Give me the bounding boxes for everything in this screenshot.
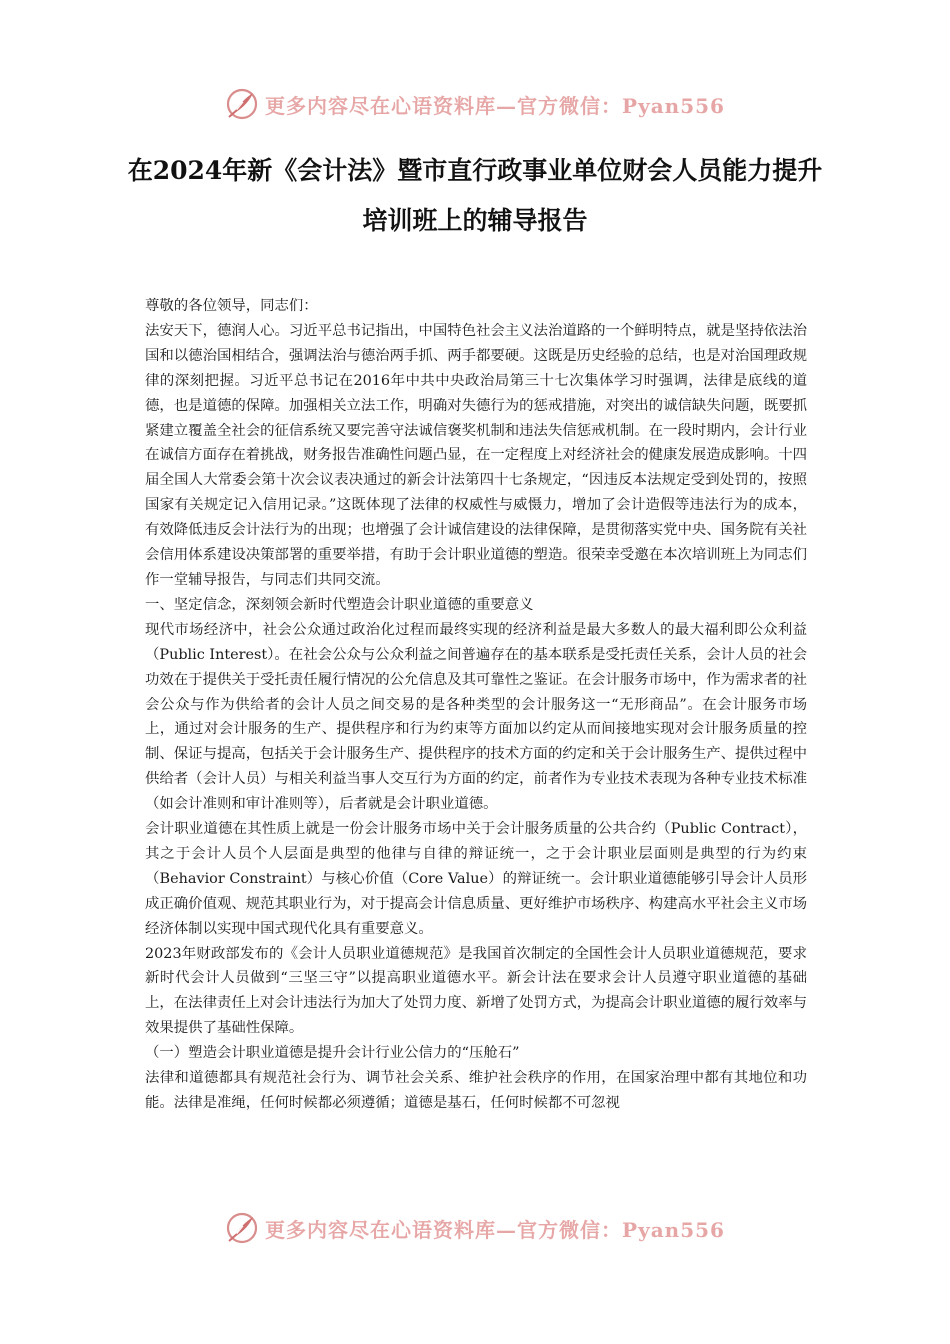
section-heading: 一、坚定信念，深刻领会新时代塑造会计职业道德的重要意义 bbox=[145, 596, 534, 613]
feather-pen-logo-icon bbox=[225, 1211, 259, 1245]
watermark-text: 更多内容尽在心语资料库—官方微信：Pyan556 bbox=[265, 1217, 725, 1242]
body-paragraph: 现代市场经济中，社会公众通过政治化过程而最终实现的经济利益是最大多数人的最大福利即公众利益（Public Interest）。在社会公众与公众利益之间普遍存在的基本联系是受托责任关系，会计人员的社会功效在于提供关于受托责任履行情况的公允信息及其可靠性之鉴证。在会计服务市场中，作为需求者的社会公众与作为供给者的会计人员之间交易的是各种类型的会计服务这一“无形商品”。在会计服务市场上，通过对会计服务的生产、提供程序和行为约束等方面加以约定从而间接地实现对会计服务质量的控制、保证与提高，包括关于会计服务生产、提供程序的技术方面的约定和关于会计服务生产、提供过程中供给者（会计人员）与相关利益当事人交互行为方面的约定，前者作为专业技术表现为各种专业技术标准（如会计准则和审计准则等），后者就是会计职业道德。 bbox=[145, 621, 807, 813]
body-paragraph: 会计职业道德在其性质上就是一份会计服务市场中关于会计服务质量的公共合约（Public Contract），其之于会计人员个人层面是典型的他律与自律的辩证统一，之于会计职业层面则是典型的行为约束（Behavior Constraint）与核心价值（Core Value）的辩证统一。会计职业道德能够引导会计人员形成正确价值观、规范其职业行为，对于提高会计信息质量、更好维护市场秩序、构建高水平社会主义市场经济体制以实现中国式现代化具有重要意义。 bbox=[145, 821, 807, 937]
feather-pen-logo-icon bbox=[225, 87, 259, 121]
body-paragraph: 法律和道德都具有规范社会行为、调节社会关系、维护社会秩序的作用，在国家治理中都有其地位和功能。法律是准绳，任何时候都必须遵循；道德是基石，任何时候都不可忽视 bbox=[145, 1070, 807, 1111]
body-paragraph: 法安天下，德润人心。习近平总书记指出，中国特色社会主义法治道路的一个鲜明特点，就是坚持依法治国和以德治国相结合，强调法治与德治两手抓、两手都要硬。这既是历史经验的总结，也是对治国理政规律的深刻把握。习近平总书记在2016年中共中央政治局第三十七次集体学习时强调，法律是底线的道德，也是道德的保障。加强相关立法工作，明确对失德行为的惩戒措施，对突出的诚信缺失问题，既要抓紧建立覆盖全社会的征信系统又要完善守法诚信褒奖机制和违法失信惩戒机制。在一段时期内，会计行业在诚信方面存在着挑战，财务报告准确性问题凸显，在一定程度上对经济社会的健康发展造成影响。十四届全国人大常委会第十次会议表决通过的新会计法第四十七条规定，“因违反本法规定受到处罚的，按照国家有关规定记入信用记录。”这既体现了法律的权威性与威慑力，增加了会计造假等违法行为的成本，有效降低违反会计法行为的出现；也增强了会计诚信建设的法律保障，是贯彻落实党中央、国务院有关社会信用体系建设决策部署的重要举措，有助于会计职业道德的塑造。很荣幸受邀在本次培训班上为同志们作一堂辅导报告，与同志们共同交流。 bbox=[145, 322, 807, 588]
salutation: 尊敬的各位领导，同志们： bbox=[145, 298, 318, 314]
document-body bbox=[145, 294, 807, 1116]
subsection-heading: （一）塑造会计职业道德是提升会计行业公信力的“压舱石” bbox=[145, 1045, 520, 1062]
watermark-text: 更多内容尽在心语资料库—官方微信：Pyan556 bbox=[265, 93, 725, 118]
watermark-banner-bottom bbox=[0, 1208, 950, 1248]
document-title: 在2024年新《会计法》暨市直行政事业单位财会人员能力提升培训班上的辅导报告 bbox=[127, 156, 823, 235]
watermark-banner-top bbox=[0, 84, 950, 124]
body-paragraph: 2023年财政部发布的《会计人员职业道德规范》是我国首次制定的全国性会计人员职业道德规范，要求新时代会计人员做到“三坚三守”以提高职业道德水平。新会计法在要求会计人员遵守职业道德的基础上，在法律责任上对会计违法行为加大了处罚力度、新增了处罚方式，为提高会计职业道德的履行效率与效果提供了基础性保障。 bbox=[145, 945, 807, 1037]
